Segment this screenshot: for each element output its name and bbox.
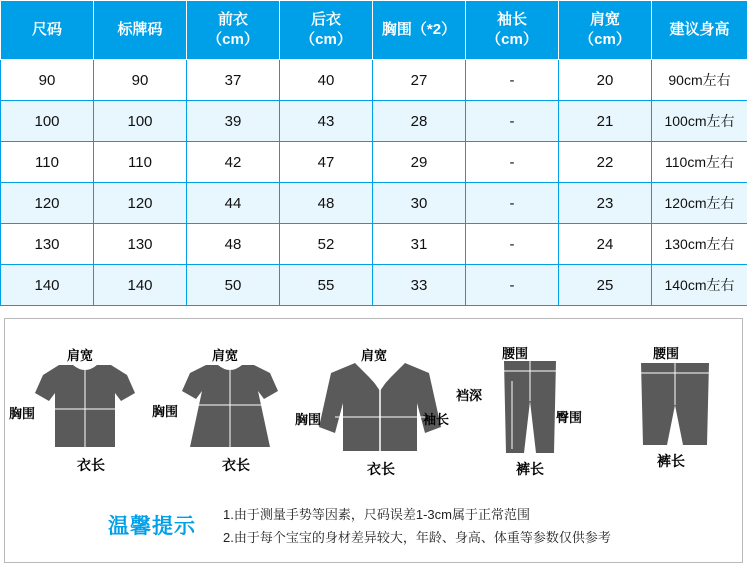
- column-header-chest-line1: 胸围（*2）: [381, 20, 457, 38]
- cell-size: 110: [1, 142, 94, 183]
- cell-sleeve: -: [466, 142, 559, 183]
- cell-back-length: 47: [280, 142, 373, 183]
- cell-sleeve: -: [466, 101, 559, 142]
- cell-shoulder: 21: [559, 101, 652, 142]
- tips-lines: [223, 504, 611, 550]
- label-chest: 胸围: [9, 406, 36, 421]
- column-header-back-length: [280, 1, 373, 60]
- label-length: 衣长: [222, 457, 250, 473]
- column-header-size-line1: 尺码: [31, 20, 62, 38]
- column-header-shoulder: [559, 1, 652, 60]
- label-sleeve: 袖长: [423, 412, 450, 427]
- cell-chest: 29: [373, 142, 466, 183]
- column-header-back-length-line2: （cm）: [300, 31, 352, 48]
- label-length: 衣长: [367, 461, 395, 477]
- cell-front-length: 37: [187, 60, 280, 101]
- table-row: [1, 142, 747, 183]
- label-shoulder: 肩宽: [67, 348, 94, 363]
- label-hip: 臀围: [556, 410, 583, 425]
- column-header-height-line1: 建议身高: [669, 20, 730, 38]
- cell-chest: 31: [373, 224, 466, 265]
- cell-chest: 28: [373, 101, 466, 142]
- garment-jacket: [295, 331, 450, 481]
- garment-dress: [152, 331, 300, 481]
- cell-shoulder: 24: [559, 224, 652, 265]
- cell-back-length: 40: [280, 60, 373, 101]
- table-row: [1, 224, 747, 265]
- cell-height: 130cm左右: [652, 224, 747, 265]
- column-header-sleeve: [466, 1, 559, 60]
- table-row: [1, 60, 747, 101]
- column-header-sleeve-line1: 袖长: [496, 10, 527, 28]
- cell-back-length: 43: [280, 101, 373, 142]
- size-table-header: [1, 1, 747, 60]
- tips-section: [5, 494, 744, 556]
- cell-shoulder: 23: [559, 183, 652, 224]
- measurement-diagram-panel: [4, 318, 743, 563]
- cell-front-length: 39: [187, 101, 280, 142]
- cell-front-length: 50: [187, 265, 280, 306]
- cell-label-size: 140: [94, 265, 187, 306]
- label-chest: 胸围: [295, 412, 322, 427]
- column-header-front-length: [187, 1, 280, 60]
- label-chest: 胸围: [152, 404, 179, 419]
- cell-size: 140: [1, 265, 94, 306]
- table-row: [1, 265, 747, 306]
- column-header-sleeve-line2: （cm）: [486, 31, 538, 48]
- column-header-back-length-line1: 后衣: [310, 10, 341, 28]
- garment-tshirt: [9, 331, 155, 481]
- cell-front-length: 44: [187, 183, 280, 224]
- cell-height: 100cm左右: [652, 101, 747, 142]
- cell-size: 90: [1, 60, 94, 101]
- tips-line-1: 1.由于测量手势等因素，尺码误差1-3cm属于正常范围: [223, 507, 530, 522]
- cell-chest: 33: [373, 265, 466, 306]
- label-waist: 腰围: [653, 346, 680, 361]
- cell-front-length: 42: [187, 142, 280, 183]
- cell-height: 110cm左右: [652, 142, 747, 183]
- cell-label-size: 110: [94, 142, 187, 183]
- label-length: 裤长: [657, 453, 685, 469]
- column-header-label-size: [94, 1, 187, 60]
- cell-shoulder: 20: [559, 60, 652, 101]
- label-length: 衣长: [77, 457, 105, 473]
- column-header-shoulder-line1: 肩宽: [589, 10, 620, 28]
- cell-shoulder: 22: [559, 142, 652, 183]
- garment-pants: [456, 331, 600, 481]
- label-length: 裤长: [516, 461, 544, 477]
- table-row: [1, 183, 747, 224]
- label-rise: 裆深: [456, 388, 483, 403]
- cell-shoulder: 25: [559, 265, 652, 306]
- column-header-shoulder-line2: （cm）: [579, 31, 631, 48]
- cell-sleeve: -: [466, 265, 559, 306]
- column-header-front-length-line2: （cm）: [207, 31, 259, 48]
- cell-label-size: 130: [94, 224, 187, 265]
- cell-label-size: 120: [94, 183, 187, 224]
- cell-front-length: 48: [187, 224, 280, 265]
- cell-height: 90cm左右: [652, 60, 747, 101]
- table-header-row: [1, 1, 747, 60]
- column-header-chest: [373, 1, 466, 60]
- garment-shorts: [605, 331, 745, 481]
- cell-height: 140cm左右: [652, 265, 747, 306]
- cell-sleeve: -: [466, 183, 559, 224]
- cell-sleeve: -: [466, 224, 559, 265]
- table-row: [1, 101, 747, 142]
- garment-diagrams: [5, 319, 742, 479]
- tips-line-2: 2.由于每个宝宝的身材差异较大，年龄、身高、体重等参数仅供参考: [223, 529, 611, 545]
- cell-size: 100: [1, 101, 94, 142]
- label-shoulder: 肩宽: [212, 348, 239, 363]
- cell-back-length: 48: [280, 183, 373, 224]
- cell-sleeve: -: [466, 60, 559, 101]
- cell-height: 120cm左右: [652, 183, 747, 224]
- cell-size: 120: [1, 183, 94, 224]
- cell-chest: 27: [373, 60, 466, 101]
- tips-title: 温馨提示: [108, 515, 196, 538]
- label-waist: 腰围: [502, 346, 529, 361]
- column-header-front-length-line1: 前衣: [217, 10, 248, 28]
- column-header-height: [652, 1, 747, 60]
- cell-chest: 30: [373, 183, 466, 224]
- size-table-body: [1, 60, 747, 306]
- cell-back-length: 52: [280, 224, 373, 265]
- cell-size: 130: [1, 224, 94, 265]
- cell-label-size: 100: [94, 101, 187, 142]
- column-header-size: [1, 1, 94, 60]
- cell-back-length: 55: [280, 265, 373, 306]
- cell-label-size: 90: [94, 60, 187, 101]
- label-shoulder: 肩宽: [361, 348, 388, 363]
- column-header-label-size-line1: 标牌码: [117, 20, 163, 38]
